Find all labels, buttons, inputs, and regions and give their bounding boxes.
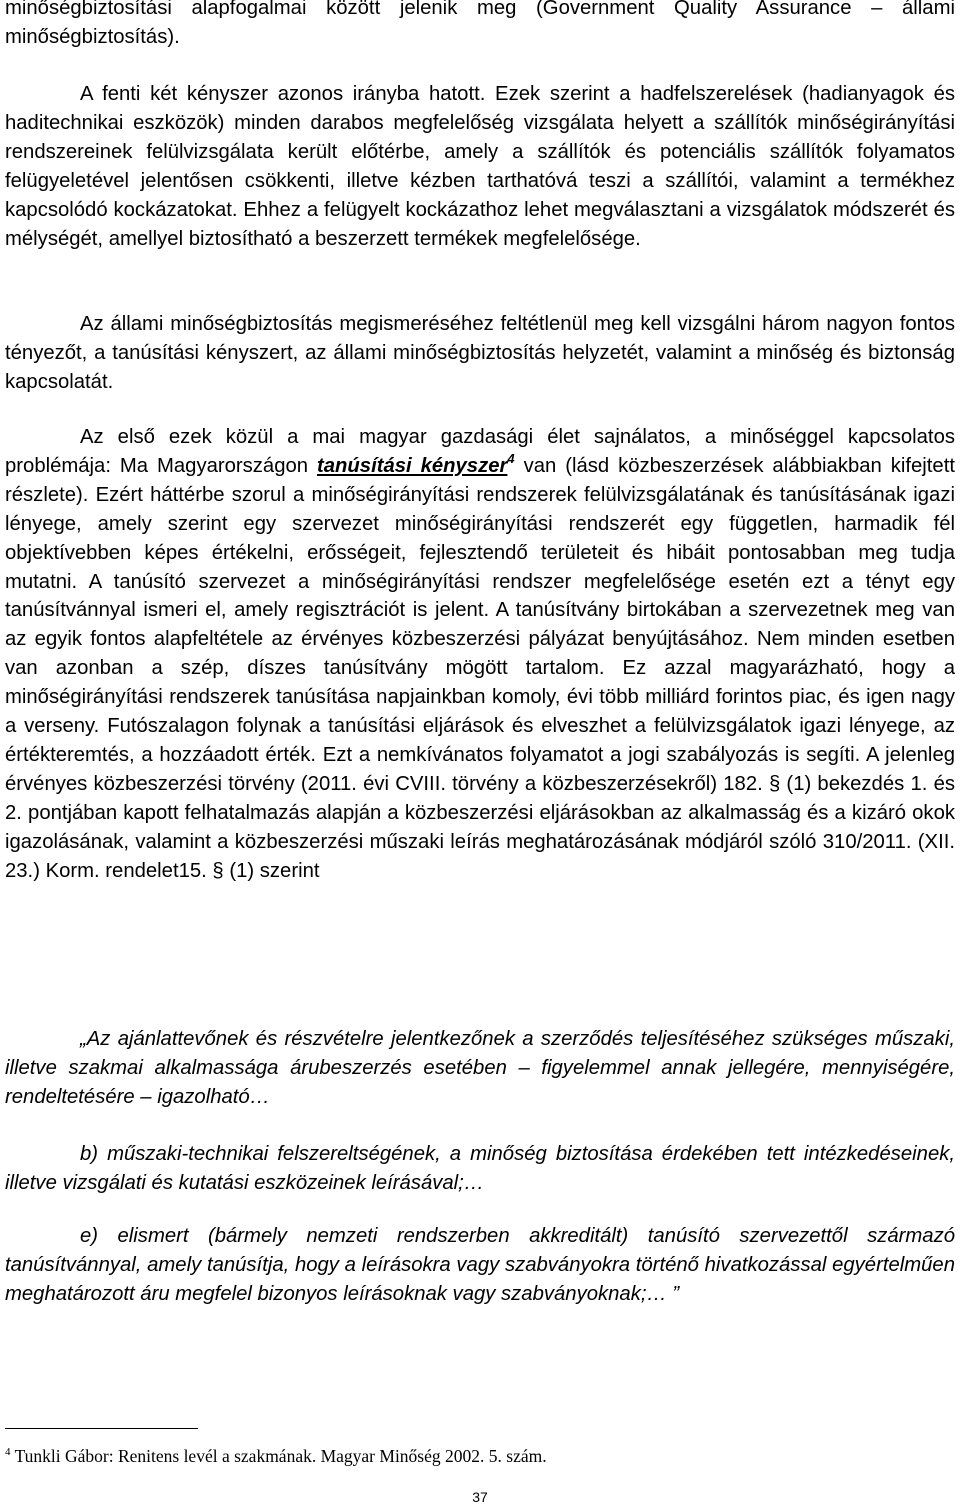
paragraph-requirements: A fenti két kényszer azonos irányba hatott. Ezek szerint a hadfelszerelések (hadianyagok és haditechnikai eszközök) minden darabos megfelelőség vizsgálata helyett a szállítók minőségirányítási rendszereinek felülvizsgálata került előtérbe, amely a szállítók és potenciális szállítók folyamatos felügyeletével jelentősen csökkenti, illetve kézben tarthatóvá teszi a szállítói, valamint a termékhez kapcsolódó kockázatokat. Ehhez a felügyelt kockázathoz lehet megválasztani a vizsgálatok módszerét és mélységét, amellyel biztosítható a beszerzett termékek megfelelősége. bbox=[5, 83, 955, 250]
paragraph-state-quality-assurance: Az állami minőségbiztosítás megismeréséhez feltétlenül meg kell vizsgálni három nagyon fontos tényezőt, a tanúsítási kényszert, az állami minőségbiztosítás helyzetét, valamint a minőség és biztonság kapcsolatát. bbox=[5, 313, 955, 393]
emphasis-certification-pressure: tanúsítási kényszer bbox=[316, 454, 508, 477]
paragraph-text-rest: van (lásd közbeszerzések alábbiakban kifejtett részlete). Ezért háttérbe szorul a minőségirányítási rendszerek felülvizsgálatának és tanúsításának igazi lényege, amely szerint egy szervezet minőségirányítási rendszerét egy független, harmadik fél objektívebben képes értékelni, erősségeit, fejlesztendő területeit és hibáit pontosabban meg tudja mutatni. A tanúsító szervezet a minőségirányítási rendszer megfelelősége esetén ezt a tényt egy tanúsítvánnyal ismeri el, amely regisztrációt is jelent. A tanúsítvány birtokában a szervezetnek meg van az egyik fontos alapfeltétele az érvényes közbeszerzési pályázat benyújtásához. Nem minden esetben van azonban a szép, díszes tanúsítvány mögött tartalom. Ez azzal magyarázható, hogy a minőségirányítási rendszerek tanúsítása napjainkban komoly, évi több milliárd forintos piac, és igen nagy a verseny. Futószalagon folynak a tanúsítási eljárások és elveszhet a felülvizsgálatok igazi lényege, az értékteremtés, a hozzáadott érték. Ezt a nemkívánatos folyamatot a jogi szabályozás is segíti. A jelenleg érvényes közbeszerzési törvény (2011. évi CVIII. törvény a közbeszerzésekről) 182. § (1) bekezdés 1. és 2. pontjában kapott felhatalmazás alapján a közbeszerzési eljárásokban az alkalmasság és a kizáró okok igazolásának, valamint a közbeszerzési műszaki leírás meghatározásának módjáról szóló 310/2011. (XII. 23.) Korm. rendelet15. § (1) szerint bbox=[5, 454, 955, 882]
footnote-text: Tunkli Gábor: Renitens levél a szakmának. Magyar Minőség 2002. 5. szám. bbox=[14, 1446, 547, 1466]
intro-paragraph: minőségbiztosítási alapfogalmai között jelenik meg (Government Quality Assurance – állami minőségbiztosítás). bbox=[5, 0, 955, 48]
footnote-reference[interactable]: 4 bbox=[507, 450, 515, 466]
quote-paragraph-intro: „Az ajánlattevőnek és részvételre jelentkezőnek a szerződés teljesítéséhez szükséges műszaki, illetve szakmai alkalmassága árubeszerzés esetében – figyelemmel annak jellegére, mennyiségére, rendeltetésére – igazolható… bbox=[5, 1028, 955, 1108]
paragraph-text-start: Az első ezek közül a mai magyar gazdasági élet sajnálatos, a minőséggel kapcsolatos problémája: Ma Magyarországon bbox=[5, 426, 955, 477]
footnote-number: 4 bbox=[5, 1446, 11, 1458]
paragraph-certification-pressure bbox=[5, 423, 955, 886]
footnote-separator bbox=[5, 1428, 198, 1429]
quote-paragraph-e: e) elismert (bármely nemzeti rendszerben akkreditált) tanúsító szervezettől származó tanúsítvánnyal, amely tanúsítja, hogy a leírásokra vagy szabványokra történő hivatkozással egyértelműen meghatározott áru megfelel bizonyos leírásoknak vagy szabványoknak;… ” bbox=[5, 1225, 955, 1305]
page-number: 37 bbox=[472, 1489, 488, 1505]
footnote bbox=[5, 1446, 547, 1467]
quote-paragraph-b: b) műszaki-technikai felszereltségének, a minőség biztosítása érdekében tett intézkedéseinek, illetve vizsgálati és kutatási eszközeinek leírásával;… bbox=[5, 1143, 955, 1194]
